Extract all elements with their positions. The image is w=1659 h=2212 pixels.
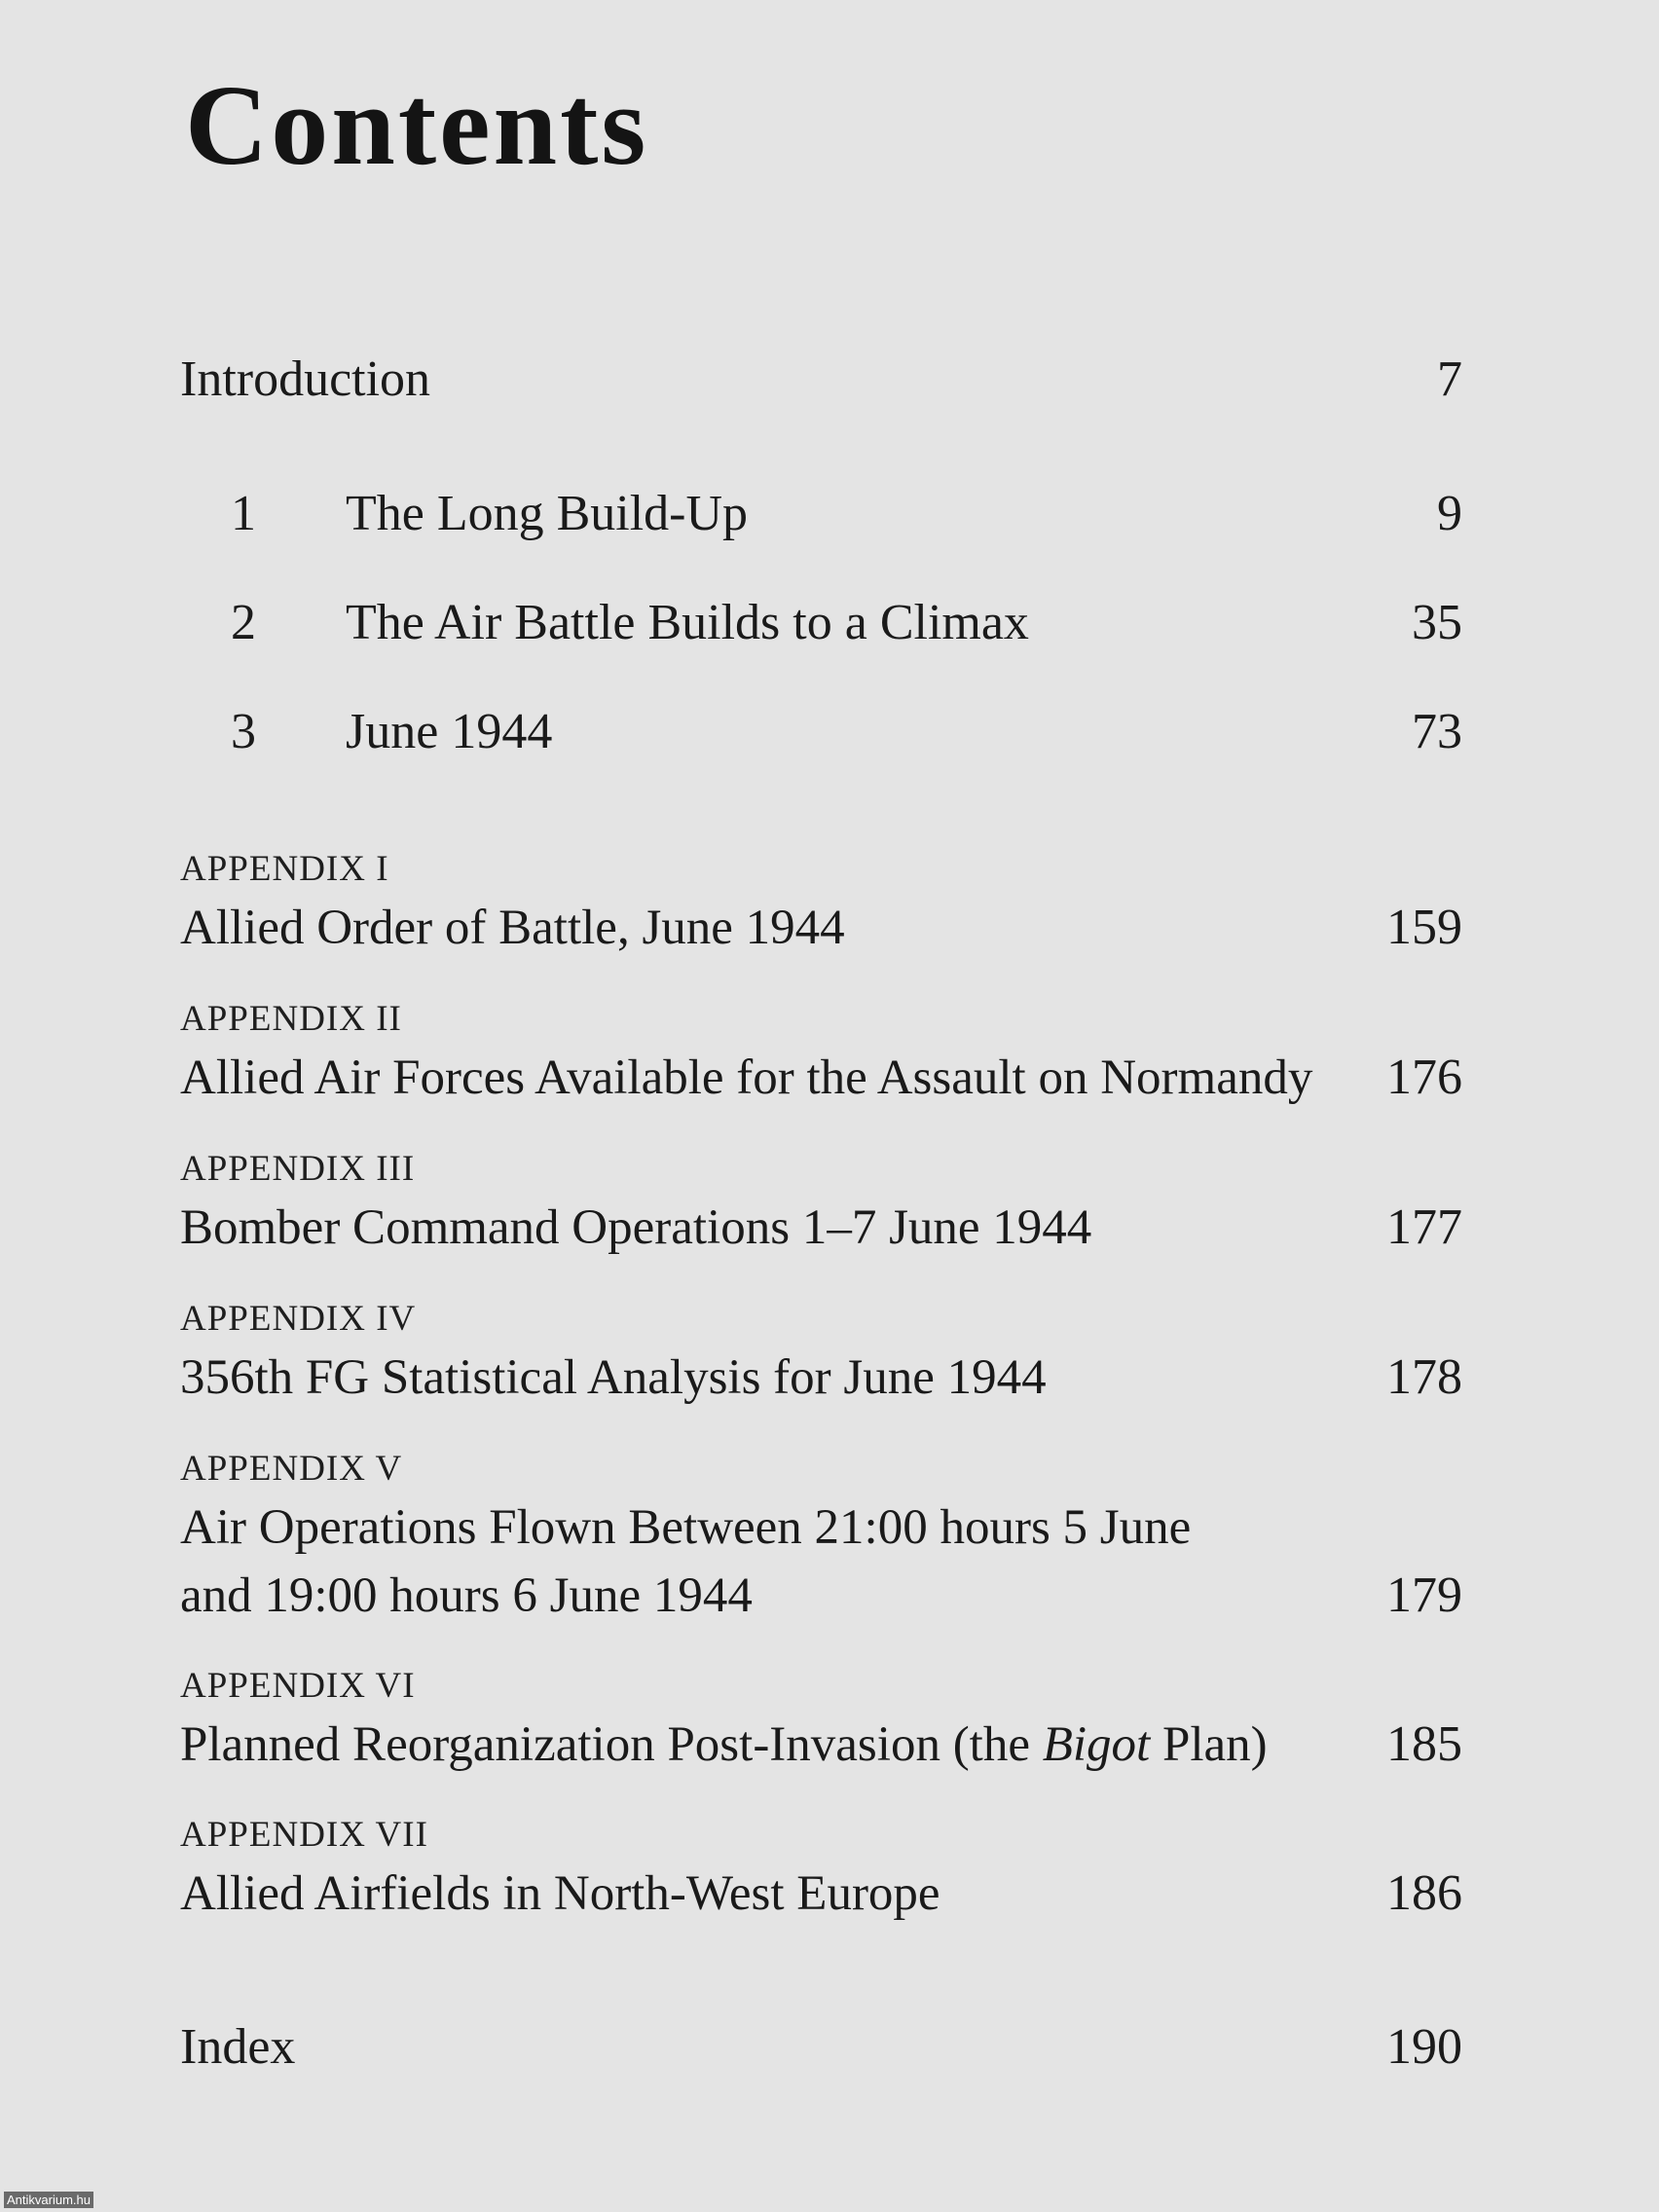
appendix-label: APPENDIX V xyxy=(180,1449,403,1489)
appendix-title-line2: and 19:00 hours 6 June 1944 xyxy=(180,1568,753,1623)
chapter-title: The Air Battle Builds to a Climax xyxy=(346,595,1029,650)
appendix-page: 159 xyxy=(1386,900,1462,955)
appendix-title-after: Plan) xyxy=(1150,1717,1268,1772)
chapter-number: 2 xyxy=(231,595,256,650)
toc-appendix[interactable] xyxy=(180,1445,1462,1630)
appendix-label: APPENDIX II xyxy=(180,999,402,1039)
appendix-title: 356th FG Statistical Analysis for June 1944 xyxy=(180,1350,1047,1405)
chapter-page: 9 xyxy=(1437,486,1462,541)
appendix-title-before: Planned Reorganization Post-Invasion (the xyxy=(180,1717,1043,1772)
toc-appendix[interactable] xyxy=(180,845,1462,962)
appendix-title: Allied Air Forces Available for the Assault on Normandy xyxy=(180,1051,1313,1105)
appendix-page: 185 xyxy=(1386,1716,1462,1772)
chapter-number: 3 xyxy=(231,704,256,759)
appendix-title: Bomber Command Operations 1–7 June 1944 xyxy=(180,1200,1092,1255)
toc-chapter[interactable] xyxy=(180,698,1462,766)
toc-index[interactable] xyxy=(180,2013,1462,2082)
appendix-title: Allied Order of Battle, June 1944 xyxy=(180,901,845,955)
toc-appendix[interactable] xyxy=(180,1145,1462,1262)
chapter-number: 1 xyxy=(231,486,256,541)
toc-appendix[interactable] xyxy=(180,1295,1462,1412)
appendix-title-italic: Bigot xyxy=(1042,1717,1151,1772)
index-label: Index xyxy=(180,2019,296,2075)
index-page: 190 xyxy=(1386,2019,1462,2075)
chapter-title: The Long Build-Up xyxy=(346,486,749,541)
appendix-label: APPENDIX VI xyxy=(180,1666,416,1706)
appendix-page: 177 xyxy=(1386,1199,1462,1255)
chapter-page: 35 xyxy=(1412,595,1462,650)
toc-appendix[interactable] xyxy=(180,1811,1462,1928)
toc-appendix[interactable] xyxy=(180,1662,1462,1779)
toc-chapter[interactable] xyxy=(180,480,1462,548)
appendix-page: 176 xyxy=(1386,1050,1462,1105)
introduction-page: 7 xyxy=(1437,351,1462,407)
chapter-title: June 1944 xyxy=(346,704,553,759)
chapter-page: 73 xyxy=(1412,704,1462,759)
appendix-label: APPENDIX VII xyxy=(180,1815,428,1855)
toc-chapter[interactable] xyxy=(180,589,1462,657)
appendix-page: 186 xyxy=(1386,1865,1462,1921)
toc-appendix[interactable] xyxy=(180,995,1462,1112)
watermark: Antikvarium.hu xyxy=(4,2192,93,2208)
appendix-label: APPENDIX I xyxy=(180,849,389,889)
appendix-label: APPENDIX III xyxy=(180,1149,416,1189)
page-title: Contents xyxy=(185,61,649,189)
appendix-title-line1: Air Operations Flown Between 21:00 hours 5 June xyxy=(180,1500,1192,1555)
appendix-page: 178 xyxy=(1386,1349,1462,1405)
appendix-page: 179 xyxy=(1386,1567,1462,1623)
appendix-label: APPENDIX IV xyxy=(180,1299,417,1339)
appendix-title: Allied Airfields in North-West Europe xyxy=(180,1866,940,1921)
appendix-title xyxy=(180,1711,1462,1779)
introduction-label: Introduction xyxy=(180,351,431,407)
toc-introduction[interactable] xyxy=(180,346,1462,414)
